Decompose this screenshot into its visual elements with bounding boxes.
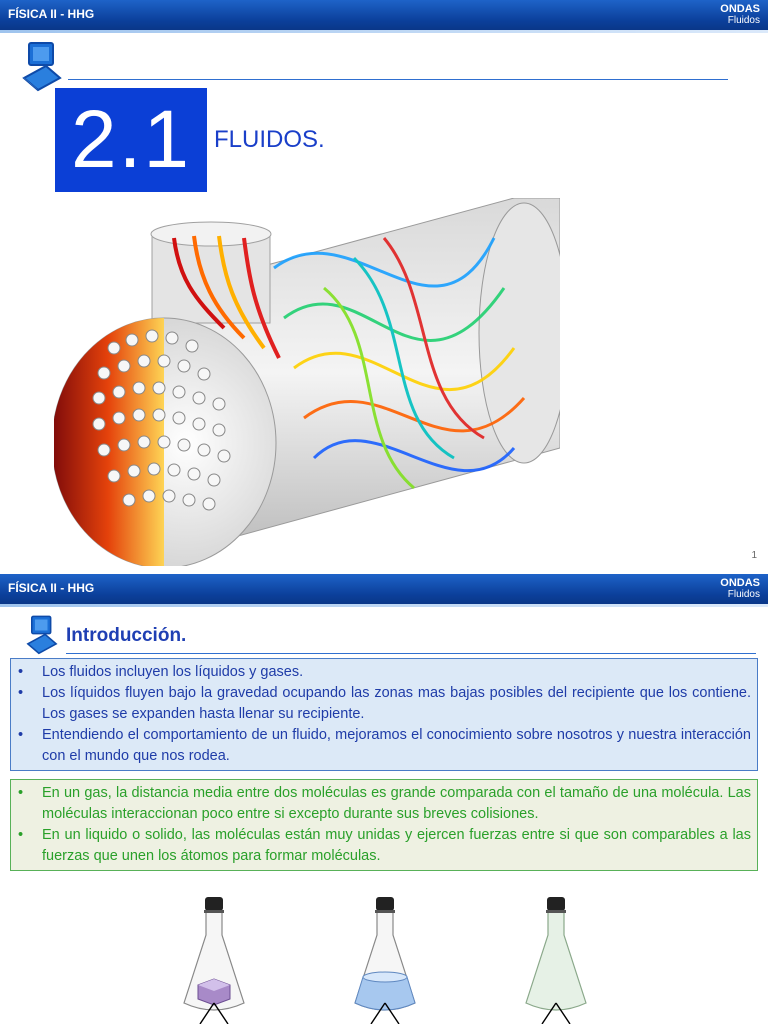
section-number: 2.1	[55, 88, 207, 192]
heat-exchanger-illustration	[54, 198, 560, 566]
bullet-icon: •	[18, 685, 24, 701]
slide1-header	[0, 0, 768, 30]
flask-gas-icon	[516, 895, 596, 1024]
unit-subtitle: Fluidos	[727, 15, 760, 26]
unit-subtitle: Fluidos	[727, 589, 760, 600]
list-item: • En un liquido o solido, las moléculas están muy unidas y ejercen fuerzas entre si que son comparables a las fuerzas que unen los átomos para formar moléculas.	[18, 827, 751, 864]
intro-box	[10, 658, 758, 771]
bullet-icon: •	[18, 727, 24, 743]
unit-label	[720, 577, 760, 601]
bullet-icon: •	[18, 785, 24, 801]
course-label: FÍSICA II - HHG	[8, 581, 95, 595]
list-item: • Los fluidos incluyen los líquidos y gases.	[18, 662, 751, 683]
molecules-box	[10, 779, 758, 871]
list-item: • Los líquidos fluyen bajo la gravedad ocupando las zonas mas bajas posibles del recipiente que los contiene. Los gases se expanden hasta llenar su recipiente.	[18, 685, 751, 722]
unit-label	[720, 3, 760, 27]
section-title: FLUIDOS.	[214, 126, 325, 153]
header-stripe	[0, 30, 768, 33]
unit-title: ONDAS	[720, 3, 760, 15]
title-rule	[66, 653, 756, 654]
flask-solid-icon	[174, 895, 254, 1024]
molecules-list	[18, 783, 751, 867]
list-item: • En un gas, la distancia media entre dos moléculas es grande comparada con el tamaño de una molécula. Las moléculas interaccionan poco entre si excepto durante sus breves colisiones.	[18, 785, 751, 822]
bullet-icon: •	[18, 664, 24, 680]
list-item: • Entendiendo el comportamiento de un fluido, mejoramos el conocimiento sobre nosotros y nuestra interacción con el mundo que nos rodea.	[18, 727, 751, 764]
header-stripe	[0, 604, 768, 607]
page-number: 1	[751, 550, 757, 561]
bullet-icon: •	[18, 827, 24, 843]
slide2-header	[0, 574, 768, 604]
course-label: FÍSICA II - HHG	[8, 7, 95, 21]
intro-list	[18, 662, 751, 767]
presentation-screen-icon	[20, 614, 64, 658]
unit-title: ONDAS	[720, 577, 760, 589]
title-rule	[68, 79, 728, 80]
slide-title: Introducción.	[66, 625, 187, 646]
flask-liquid-icon	[345, 895, 425, 1024]
